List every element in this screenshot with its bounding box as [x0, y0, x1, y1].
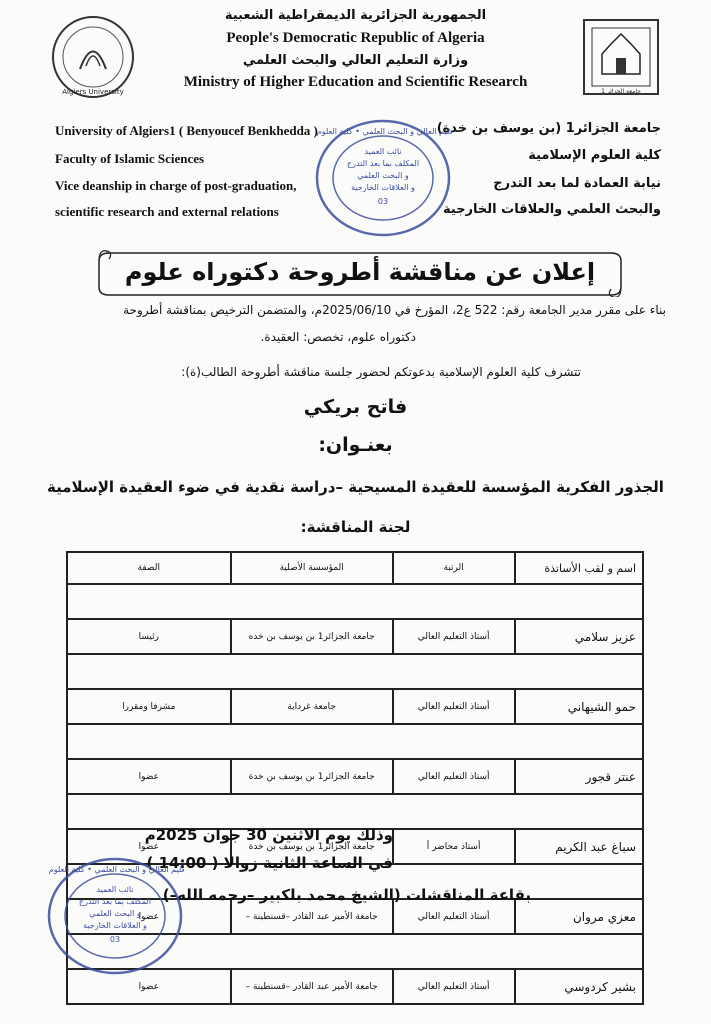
member-rank: أستاذ التعليم العالي	[393, 759, 515, 794]
svg-text:و البحث العلمي: و البحث العلمي	[357, 171, 409, 180]
title-label: بعنـوان:	[318, 434, 393, 456]
svg-text:و العلاقات الخارجية: و العلاقات الخارجية	[351, 183, 415, 192]
svg-text:03: 03	[377, 197, 389, 206]
member-rank: أستاذ التعليم العالي	[393, 969, 515, 1004]
svg-text:نائب العميد: نائب العميد	[96, 885, 134, 894]
title-banner	[95, 247, 625, 297]
ministry-en: Ministry of Higher Education and Scientific Research	[183, 74, 528, 90]
svg-text:وزارة التعليم العالي و البحث ا: عليم العالي و البحث العلمي • كلية العلوم	[316, 127, 452, 136]
institution-en-line-2: Faculty of Islamic Sciences	[55, 151, 205, 166]
page-title: إعلان عن مناقشة أطروحة دكتوراه علوم	[124, 258, 596, 286]
svg-text:المكلف بما بعد التدرج: المكلف بما بعد التدرج	[78, 897, 152, 906]
invitation-line: تتشرف كلية العلوم الإسلامية بدعوتكم لحضور جلسة مناقشة أطروحة الطالب(ة):	[181, 365, 581, 379]
institution-ar-line-2: كلية العلوم الإسلامية	[528, 148, 661, 163]
table-spacer	[67, 724, 643, 759]
official-stamp-top	[314, 118, 452, 242]
institution-en-line-1: University of Algiers1 ( Benyoucef Benkhedda )	[55, 123, 318, 138]
defense-time: في الساعة الثانية زوالا ( 14:00 )	[146, 854, 393, 872]
table-row	[67, 759, 643, 794]
member-institution: جامعة الجزائر1 بن يوسف بن خدة	[231, 759, 393, 794]
member-name: حمو الشيهاني	[515, 689, 643, 724]
table-header-row	[67, 552, 643, 584]
member-name: عزيز سلامي	[515, 619, 643, 654]
official-stamp-bottom	[46, 856, 184, 980]
member-role: عضوا	[67, 829, 231, 864]
member-institution: جامعة الأمير عبد القادر –قسنطينة –	[231, 899, 393, 934]
member-rank: أستاذ التعليم العالي	[393, 619, 515, 654]
svg-text:المكلف بما بعد التدرج: المكلف بما بعد التدرج	[346, 159, 420, 168]
defense-date: وذلك يوم الاثنين 30 جوان 2025م	[144, 826, 393, 844]
defense-place: بقاعة المناقشات (الشيخ محمد بلكبير –رحمه الله–)	[162, 886, 531, 904]
table-spacer-cell	[67, 724, 643, 759]
intro-line-2: دكتوراه علوم، تخصص: العقيدة.	[260, 330, 416, 344]
svg-text:Algiers University: Algiers University	[62, 88, 124, 96]
table-row	[67, 619, 643, 654]
member-name: معزي مروان	[515, 899, 643, 934]
institution-en-line-3: Vice deanship in charge of post-graduation,	[55, 178, 297, 193]
table-spacer-cell	[67, 794, 643, 829]
member-rank: أستاذ محاضر أ	[393, 829, 515, 864]
table-spacer-cell	[67, 654, 643, 689]
institution-en-line-4: scientific research and external relations	[55, 204, 279, 219]
svg-text:نائب العميد: نائب العميد	[364, 147, 402, 156]
table-row	[67, 689, 643, 724]
table-spacer	[67, 654, 643, 689]
member-role: عضوا	[67, 969, 231, 1004]
column-header-rank: الرتبة	[393, 552, 515, 584]
republic-ar: الجمهورية الجزائرية الديمقراطية الشعبية	[224, 8, 487, 23]
intro-line-1: بناء على مقرر مدير الجامعة رقم: 522 ع2، المؤرخ في 2025/06/10م، والمتضمن الترخيص بمناقشة أطروحة	[123, 303, 666, 317]
institution-ar-line-1: جامعة الجزائر1 (بن يوسف بن خدة)	[436, 121, 661, 136]
republic-en: People's Democratic Republic of Algeria	[226, 30, 485, 46]
member-role: عضوا	[67, 899, 231, 934]
member-rank: أستاذ التعليم العالي	[393, 689, 515, 724]
ministry-ar: وزارة التعليم العالي والبحث العلمي	[242, 53, 469, 68]
svg-text:و البحث العلمي: و البحث العلمي	[89, 909, 141, 918]
committee-label: لجنة المناقشة:	[300, 518, 411, 536]
member-institution: جامعة الأمير عبد القادر –قسنطينة –	[231, 969, 393, 1004]
member-role: رئيسا	[67, 619, 231, 654]
student-name: فاتح بريكي	[303, 396, 408, 418]
member-institution: جامعة الجزائر1 بن يوسف بن خدة	[231, 829, 393, 864]
thesis-title: الجذور الفكرية المؤسسة للعقيدة المسيحية –دراسة نقدية في ضوء العقيدة الإسلامية	[47, 478, 664, 496]
column-header-institution: المؤسسة الأصلية	[231, 552, 393, 584]
column-header-role: الصفة	[67, 552, 231, 584]
table-spacer-cell	[67, 584, 643, 619]
svg-text:وزارة التعليم العالي و البحث ا: عليم العالي و البحث العلمي • كلية العلوم	[48, 865, 184, 874]
member-institution: جامعة الجزائر1 بن يوسف بن خده	[231, 619, 393, 654]
member-name: سباغ عبد الكريم	[515, 829, 643, 864]
institution-ar-line-4: والبحث العلمي والعلاقات الخارجية	[443, 202, 661, 217]
table-spacer	[67, 794, 643, 829]
table-spacer	[67, 584, 643, 619]
column-header-name: اسم و لقب الأساتذة	[515, 552, 643, 584]
svg-text:03: 03	[109, 935, 121, 944]
svg-text:جامعة الجزائر 1: جامعة الجزائر 1	[601, 88, 641, 95]
member-institution: جامعة غرداية	[231, 689, 393, 724]
svg-text:و العلاقات الخارجية: و العلاقات الخارجية	[83, 921, 147, 930]
member-rank: أستاذ التعليم العالي	[393, 899, 515, 934]
institution-ar-line-3: نيابة العمادة لما بعد التدرج	[493, 176, 661, 191]
member-role: مشرفا ومقررا	[67, 689, 231, 724]
member-role: عضوا	[67, 759, 231, 794]
member-name: عنتر قجور	[515, 759, 643, 794]
member-name: بشير كردوسي	[515, 969, 643, 1004]
